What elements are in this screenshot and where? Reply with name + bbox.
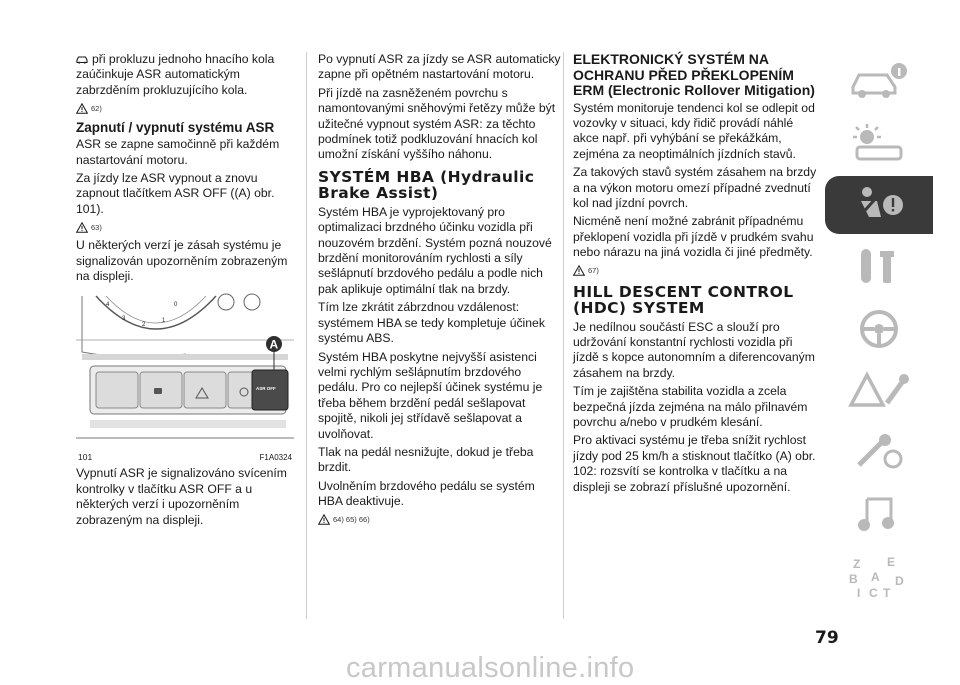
paragraph: Systém HBA je vyprojektovaný pro optimalizaci brzdného účinku vozidla při nouzovém brzdění. Systém pozná nouzové brzdění monitorováním rychlosti a síly sešlápnutí brzdového pedálu a podle nich pak aplikuje optimální tlak na brzdy. [318,204,552,296]
svg-text:I: I [857,586,861,599]
tab-emergency[interactable] [825,362,933,420]
paragraph: Pro aktivaci systému je třeba snížit rychlost jízdy pod 25 km/h a stisknout tlačítko (A) obr. 102: rozsvítí se kontrolka v tlačítku a na displeji se zobrazí příslušné upozornění. [573,433,816,494]
tab-car-info[interactable] [825,52,933,110]
figure-101 [76,292,294,462]
paragraph: U některých verzí je zásah systému je signalizován upozorněním zobrazeným na displeji. [76,238,288,284]
paragraph: Za jízdy lze ASR vypnout a znovu zapnout tlačítkem ASR OFF ((A) obr. 101). [76,171,275,216]
svg-text:4: 4 [106,302,110,309]
figure-code: F1A0324 [259,453,292,463]
chapter-tabs [825,52,933,610]
column-divider [563,52,564,619]
warning-reference: 63) [76,220,294,234]
svg-text:3: 3 [122,316,126,323]
svg-text:D: D [895,574,904,588]
paragraph: Nicméně není možné zabránit případnému překlopení vozidla při jízdě v prudkém svahu nebo nárazu na jiná vozidla či jiné předměty. [573,214,814,260]
section-heading-erm: ELEKTRONICKÝ SYSTÉM NA OCHRANU PŘED PŘEKLOPENÍM ERM (Electronic Rollover Mitigation) [573,51,815,98]
warning-triangle-icon [76,222,88,233]
warning-reference: 67) [573,264,817,278]
svg-text:2: 2 [142,322,146,329]
column-divider [306,52,307,619]
paragraph: Po vypnutí ASR za jízdy se ASR automaticky zapne při opětném nastartování motoru. [318,52,561,82]
column-3 [573,52,817,498]
svg-text:B: B [849,572,858,586]
start-key-icon [847,245,911,289]
warning-triangle-icon [573,265,585,276]
car-info-icon [847,59,911,103]
section-heading-hba: SYSTÉM HBA (Hydraulic Brake Assist) [318,167,535,203]
paragraph: Při jízdě na zasněženém povrchu s namontovanými sněhovými řetězy může být užitečné vypnout systém ASR: za těchto podmínek totiž podkluzování hnacích kol umožní získání vyššího náhonu. [318,85,556,162]
svg-text:0: 0 [174,302,178,309]
maintenance-icon [847,431,911,475]
multimedia-icon [847,493,911,537]
paragraph: Systém HBA poskytne nejvyšší asistenci velmi rychlým sešlápnutím brzdového pedálu. Pro co nejlepší účinek systému je třeba během brzdění pedál sešlapovat spojitě, nikoli jej střídavě sešlapovat a uvolňovat. [318,349,543,441]
svg-text:Z: Z [853,557,861,571]
paragraph: při prokluzu jednoho hnacího kola zaúčinkuje ASR automatickým zabrzděním prokluzujícího kola. [76,52,275,97]
warning-triangle-icon [318,514,330,525]
asr-off-button-label: ASR OFF [256,386,276,392]
warning-triangle-icon [76,103,88,114]
tab-index[interactable] [825,548,933,606]
warning-wrench-icon [847,369,911,413]
svg-text:T: T [883,586,891,599]
tab-maintenance[interactable] [825,424,933,482]
car-icon [76,55,88,64]
tab-dashboard-lights[interactable] [825,114,933,172]
svg-text:A: A [871,570,880,584]
paragraph: Uvolněním brzdového pedálu se systém HBA deaktivuje. [318,478,535,509]
section-heading-hdc: HILL DESCENT CONTROL (HDC) SYSTEM [573,282,794,318]
tab-steering[interactable] [825,300,933,358]
tab-safety[interactable] [825,176,933,234]
svg-text:A: A [269,337,279,352]
paragraph: Je nedílnou součástí ESC a slouží pro udržování konstantní rychlosti vozidla při jízdě s kopce autonomním a diferencovaným zásahem na brzdy. [573,319,815,380]
section-heading: Zapnutí / vypnutí systému ASR [76,120,275,136]
dashboard-lights-icon [847,121,911,165]
dashboard-illustration [76,292,294,452]
warning-reference: 62) [76,101,294,115]
warning-reference: 64) 65) 66) [318,513,562,527]
paragraph: ASR se zapne samočinně při každém nastartování motoru. [76,137,280,167]
column-2 [318,52,562,531]
svg-text:C: C [869,586,878,599]
paragraph: Tím lze zkrátit zábrzdnou vzdálenost: systémem HBA se tedy kompletuje účinek systému ABS. [318,300,545,346]
figure-number: 101 [78,452,93,463]
page-number: 79 [815,628,839,648]
index-letters-icon [847,555,911,599]
paragraph: Za takových stavů systém zásahem na brzdy a na výkon motoru omezí případné zvednutí kol nad jízdní povrch. [573,165,817,210]
tab-multimedia[interactable] [825,486,933,544]
paragraph: Tím je zajištěna stabilita vozidla a zcela bezpečná jízda zejména na málo přilnavém povrchu a/nebo v prudkém klesání. [573,384,808,429]
paragraph: Systém monitoruje tendenci kol se odlepit od vozovky v situaci, kdy řidič provádí náhlé akce např. při vyhýbání se překážkám, zejména za neoptimálních jízdních stavů. [573,100,815,161]
paragraph: Vypnutí ASR je signalizováno svícením kontrolky v tlačítku ASR OFF a u některých verzí i upozorněním zobrazeným na displeji. [76,466,287,527]
tab-starting-driving[interactable] [825,238,933,296]
paragraph: Tlak na pedál nesnižujte, dokud je třeba brzdit. [318,444,534,475]
svg-text:1: 1 [162,318,166,325]
svg-text:E: E [887,555,896,569]
watermark: carmanualsonline.info [346,652,635,684]
steering-wheel-icon [847,307,911,351]
safety-airbag-icon [847,183,911,227]
column-1 [76,52,294,531]
